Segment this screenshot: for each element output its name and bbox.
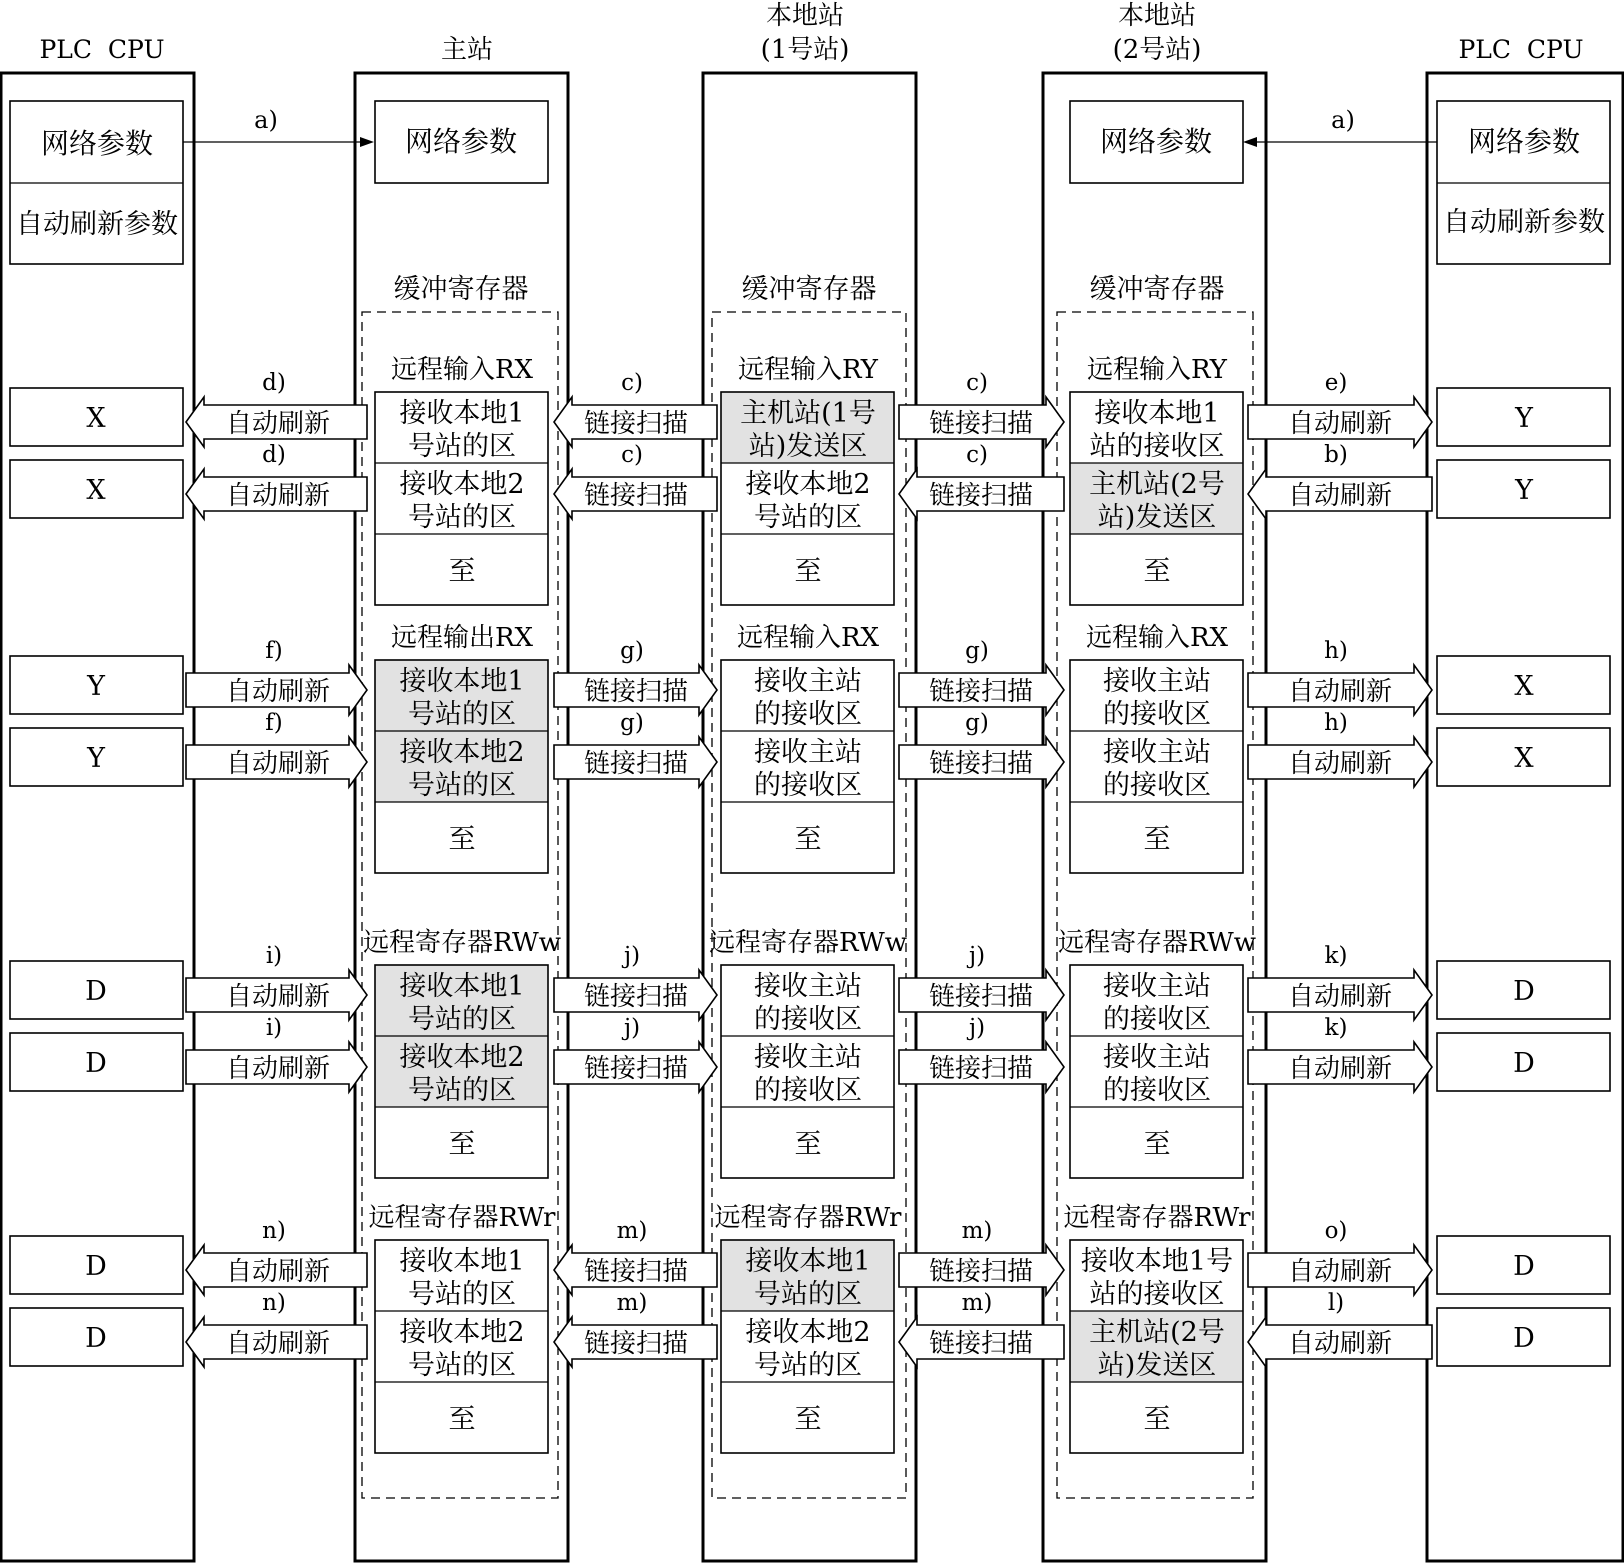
ry-rx-left-device-label-1: Y (87, 671, 105, 702)
right-params-box (1437, 101, 1610, 264)
rww-mid2-arrow-1 (899, 943, 1064, 1020)
rx-ry-local1-row1-line2: 站)发送区 (748, 431, 868, 462)
header-plc-left: PLC CPU (39, 35, 165, 64)
rwr-right-device-1 (1437, 1236, 1610, 1294)
rwr-mid1-arrow-1 (554, 1218, 717, 1295)
ry-rx-left-arrow-2 (186, 710, 367, 787)
local1-buffer-title: 缓冲寄存器 (741, 274, 877, 305)
rwr-left-device-2 (10, 1308, 183, 1366)
rww-local2-to: 至 (1143, 1129, 1171, 1160)
rww-mid2-arrow-label-2: 链接扫描 (928, 1054, 1034, 1084)
rwr-right-arrow-label-2: 自动刷新 (1287, 1329, 1393, 1359)
rx-ry-left-arrow-label-1: 自动刷新 (225, 409, 331, 439)
rx-ry-local1-to: 至 (794, 556, 822, 587)
ry-rx-right-arrow-letter-2: h) (1324, 710, 1348, 736)
rx-ry-mid2-arrow-2 (899, 442, 1064, 519)
rwr-right-arrow-letter-2: l) (1327, 1290, 1345, 1316)
rww-left-device-label-1: D (85, 976, 107, 1007)
rww-left-arrow-1 (186, 943, 367, 1020)
rww-local1-row2-line1: 接收主站 (754, 1042, 862, 1073)
rx-ry-left-device-2 (10, 460, 183, 518)
ry-rx-title-master: 远程输出RX (390, 623, 534, 653)
rww-master-to: 至 (448, 1129, 476, 1160)
rx-ry-master-row1-line2: 号站的区 (408, 431, 516, 462)
ry-rx-local1-row1-line1: 接收主站 (754, 666, 862, 697)
rx-ry-local2-row2-line1: 主机站(2号 (1089, 469, 1225, 500)
ry-rx-mid2-arrow-letter-1: g) (965, 638, 989, 664)
rww-title-local1: 远程寄存器RWw (709, 928, 907, 958)
ry-rx-right-device-2 (1437, 728, 1610, 786)
rww-local1-row2-line2: 的接收区 (754, 1075, 862, 1106)
rwr-local1-row2-line2: 号站的区 (754, 1350, 862, 1381)
rwr-mid2-arrow-letter-1: m) (961, 1218, 993, 1244)
ry-rx-right-arrow-letter-1: h) (1324, 638, 1348, 664)
rwr-mid1-arrow-2 (554, 1290, 717, 1367)
rx-ry-left-device-label-2: X (86, 475, 106, 506)
ry-rx-mid1-arrow-letter-2: g) (620, 710, 644, 736)
rww-title-local2: 远程寄存器RWw (1058, 928, 1256, 958)
rwr-mid1-arrow-letter-2: m) (616, 1290, 648, 1316)
rwr-mid1-arrow-letter-1: m) (616, 1218, 648, 1244)
rx-ry-mid1-arrow-label-1: 链接扫描 (583, 409, 689, 439)
rww-master-row1-line1: 接收本地1 (399, 971, 525, 1002)
rx-ry-mid1-arrow-label-2: 链接扫描 (583, 481, 689, 511)
ry-rx-master-row1-line2: 号站的区 (408, 699, 516, 730)
rwr-mid2-arrow-letter-2: m) (961, 1290, 993, 1316)
rx-ry-local2-row2-line2: 站)发送区 (1097, 502, 1217, 533)
ry-rx-left-arrow-label-2: 自动刷新 (225, 749, 331, 779)
rx-ry-local2-row1-line2: 站的接收区 (1089, 431, 1225, 462)
rwr-right-arrow-label-1: 自动刷新 (1287, 1257, 1393, 1287)
ry-rx-local1-row2-line1: 接收主站 (754, 737, 862, 768)
rx-ry-mid2-arrow-1 (899, 370, 1064, 447)
rx-ry-left-arrow-label-2: 自动刷新 (225, 481, 331, 511)
rwr-left-device-label-1: D (85, 1251, 107, 1282)
rx-ry-right-arrow-label-2: 自动刷新 (1287, 481, 1393, 511)
ry-rx-mid1-arrow-label-2: 链接扫描 (583, 749, 689, 779)
ry-rx-mid2-arrow-letter-2: g) (965, 710, 989, 736)
rwr-local2-row2-line2: 站)发送区 (1097, 1350, 1217, 1381)
rwr-local2-to: 至 (1143, 1404, 1171, 1435)
rww-left-arrow-label-2: 自动刷新 (225, 1054, 331, 1084)
rww-mid1-arrow-label-2: 链接扫描 (583, 1054, 689, 1084)
rx-ry-title-master: 远程输入RX (390, 355, 534, 385)
rwr-mid2-arrow-1 (899, 1218, 1064, 1295)
ry-rx-local1-row2-line2: 的接收区 (754, 770, 862, 801)
rx-ry-local2-to: 至 (1143, 556, 1171, 587)
ry-rx-mid1-arrow-2 (554, 710, 717, 787)
rx-ry-master-row1-line1: 接收本地1 (399, 398, 525, 429)
rx-ry-mid2-arrow-letter-2: c) (966, 442, 988, 468)
rwr-left-arrow-label-2: 自动刷新 (225, 1329, 331, 1359)
ry-rx-local2-row2-line2: 的接收区 (1103, 770, 1211, 801)
rx-ry-right-device-label-2: Y (1515, 475, 1533, 506)
ry-rx-title-local1: 远程输入RX (736, 623, 880, 653)
rx-ry-right-arrow-1 (1248, 370, 1432, 447)
rww-master-row1-line2: 号站的区 (408, 1004, 516, 1035)
rww-local2-row1-line1: 接收主站 (1103, 971, 1211, 1002)
rwr-local2-row1-line1: 接收本地1号 (1080, 1246, 1234, 1277)
right-auto-refresh-params: 自动刷新参数 (1443, 207, 1605, 238)
rww-right-arrow-label-2: 自动刷新 (1287, 1054, 1393, 1084)
ry-rx-left-arrow-label-1: 自动刷新 (225, 677, 331, 707)
ry-rx-mid2-arrow-1 (899, 638, 1064, 715)
ry-rx-mid1-arrow-label-1: 链接扫描 (583, 677, 689, 707)
rx-ry-left-arrow-letter-1: d) (262, 370, 286, 396)
rx-ry-local2-row1-line1: 接收本地1 (1094, 398, 1220, 429)
ry-rx-left-arrow-letter-2: f) (265, 710, 283, 736)
ry-rx-right-device-label-1: X (1514, 671, 1534, 702)
rww-right-arrow-2 (1248, 1015, 1432, 1092)
rwr-master-to: 至 (448, 1404, 476, 1435)
rx-ry-mid1-arrow-letter-2: c) (621, 442, 643, 468)
rwr-mid1-arrow-label-2: 链接扫描 (583, 1329, 689, 1359)
header-plc-right: PLC CPU (1458, 35, 1584, 64)
rwr-local2-row1-line2: 站的接收区 (1089, 1279, 1225, 1310)
rwr-mid2-arrow-label-2: 链接扫描 (928, 1329, 1034, 1359)
rwr-master-row2-line1: 接收本地2 (399, 1317, 525, 1348)
ry-rx-mid2-arrow-2 (899, 710, 1064, 787)
ry-rx-right-device-1 (1437, 656, 1610, 714)
ry-rx-local1-to: 至 (794, 824, 822, 855)
rww-left-device-label-2: D (85, 1048, 107, 1079)
rww-right-arrow-1 (1248, 943, 1432, 1020)
rww-local2-row2-line1: 接收主站 (1103, 1042, 1211, 1073)
header-local1-line2: (1号站) (760, 35, 850, 65)
ry-rx-mid1-arrow-1 (554, 638, 717, 715)
rww-right-device-label-1: D (1513, 976, 1535, 1007)
left-network-params: 网络参数 (40, 127, 154, 160)
ry-rx-local2-to: 至 (1143, 824, 1171, 855)
rww-local2-row2-line2: 的接收区 (1103, 1075, 1211, 1106)
rwr-left-device-1 (10, 1236, 183, 1294)
right-network-params: 网络参数 (1467, 125, 1581, 158)
rww-left-arrow-letter-1: i) (265, 943, 283, 969)
local2-network-params: 网络参数 (1099, 125, 1213, 158)
rwr-mid2-arrow-label-1: 链接扫描 (928, 1257, 1034, 1287)
rww-mid1-arrow-letter-1: j) (623, 943, 641, 969)
ry-rx-right-arrow-label-1: 自动刷新 (1287, 677, 1393, 707)
rx-ry-title-local1: 远程输入RY (738, 355, 878, 385)
rwr-left-arrow-letter-2: n) (262, 1290, 286, 1316)
left-auto-refresh-params: 自动刷新参数 (16, 209, 178, 240)
ry-rx-mid1-arrow-letter-1: g) (620, 638, 644, 664)
rwr-right-device-2 (1437, 1308, 1610, 1366)
param-arrow-right (1243, 106, 1437, 147)
rwr-mid2-arrow-2 (899, 1290, 1064, 1367)
param-arrow-left-label: a) (254, 106, 278, 134)
rx-ry-right-device-1 (1437, 388, 1610, 446)
rww-right-device-2 (1437, 1033, 1610, 1091)
rww-right-arrow-label-1: 自动刷新 (1287, 982, 1393, 1012)
rww-mid2-arrow-label-1: 链接扫描 (928, 982, 1034, 1012)
rwr-master-row1-line2: 号站的区 (408, 1279, 516, 1310)
header-local1-line1: 本地站 (765, 1, 845, 31)
master-network-params-box (375, 101, 548, 183)
rx-ry-left-device-label-1: X (86, 403, 106, 434)
local2-buffer-title: 缓冲寄存器 (1089, 274, 1225, 305)
rwr-title-local1: 远程寄存器RWr (714, 1203, 902, 1233)
param-arrow-right-label: a) (1331, 106, 1355, 134)
rww-local1-to: 至 (794, 1129, 822, 1160)
rwr-local1-row1-line2: 号站的区 (754, 1279, 862, 1310)
rx-ry-right-device-label-1: Y (1515, 403, 1533, 434)
rx-ry-mid2-arrow-label-2: 链接扫描 (928, 481, 1034, 511)
rww-mid1-arrow-2 (554, 1015, 717, 1092)
rwr-right-arrow-1 (1248, 1218, 1432, 1295)
rww-mid1-arrow-letter-2: j) (623, 1015, 641, 1041)
section-ry-rx (10, 623, 1610, 873)
rww-mid2-arrow-letter-2: j) (968, 1015, 986, 1041)
ry-rx-title-local2: 远程输入RX (1085, 623, 1229, 653)
rx-ry-left-device-1 (10, 388, 183, 446)
rww-mid2-arrow-2 (899, 1015, 1064, 1092)
rx-ry-left-arrow-letter-2: d) (262, 442, 286, 468)
rwr-master-row2-line2: 号站的区 (408, 1350, 516, 1381)
rx-ry-title-local2: 远程输入RY (1087, 355, 1227, 385)
rwr-left-device-label-2: D (85, 1323, 107, 1354)
rwr-right-arrow-2 (1248, 1290, 1432, 1367)
rx-ry-right-arrow-2 (1248, 442, 1432, 519)
rx-ry-master-row2-line2: 号站的区 (408, 502, 516, 533)
ry-rx-right-arrow-label-2: 自动刷新 (1287, 749, 1393, 779)
rx-ry-master-row2-line1: 接收本地2 (399, 469, 525, 500)
rww-local2-row1-line2: 的接收区 (1103, 1004, 1211, 1035)
rx-ry-local1-row2-line2: 号站的区 (754, 502, 862, 533)
ry-rx-local2-row1-line1: 接收主站 (1103, 666, 1211, 697)
ry-rx-left-arrow-1 (186, 638, 367, 715)
rwr-master-row1-line1: 接收本地1 (399, 1246, 525, 1277)
local2-network-params-box (1070, 101, 1243, 183)
ry-rx-master-row2-line1: 接收本地2 (399, 737, 525, 768)
rww-mid1-arrow-label-1: 链接扫描 (583, 982, 689, 1012)
left-params-box (10, 101, 183, 264)
ry-rx-local2-row2-line1: 接收主站 (1103, 737, 1211, 768)
ry-rx-left-device-1 (10, 656, 183, 714)
ry-rx-master-row1-line1: 接收本地1 (399, 666, 525, 697)
rx-ry-local1-row2-line1: 接收本地2 (745, 469, 871, 500)
rwr-left-arrow-1 (186, 1218, 367, 1295)
master-network-params: 网络参数 (404, 125, 518, 158)
rww-left-arrow-letter-2: i) (265, 1015, 283, 1041)
section-rx-ry (10, 355, 1610, 605)
section-rww (10, 928, 1610, 1178)
rww-title-master: 远程寄存器RWw (363, 928, 561, 958)
rww-right-arrow-letter-1: k) (1324, 943, 1348, 969)
rwr-local2-row2-line1: 主机站(2号 (1089, 1317, 1225, 1348)
rwr-title-local2: 远程寄存器RWr (1063, 1203, 1251, 1233)
rwr-left-arrow-2 (186, 1290, 367, 1367)
header-local2-line1: 本地站 (1117, 1, 1197, 31)
ry-rx-right-arrow-2 (1248, 710, 1432, 787)
rx-ry-left-arrow-1 (186, 370, 367, 447)
rww-master-row2-line2: 号站的区 (408, 1075, 516, 1106)
rwr-left-arrow-label-1: 自动刷新 (225, 1257, 331, 1287)
rx-ry-mid2-arrow-label-1: 链接扫描 (928, 409, 1034, 439)
rx-ry-mid1-arrow-letter-1: c) (621, 370, 643, 396)
header-local2-line2: (2号站) (1112, 35, 1202, 65)
ry-rx-left-arrow-letter-1: f) (265, 638, 283, 664)
section-rwr (10, 1203, 1610, 1453)
ry-rx-right-device-label-2: X (1514, 743, 1534, 774)
master-buffer-title: 缓冲寄存器 (393, 274, 529, 305)
ry-rx-mid2-arrow-label-2: 链接扫描 (928, 749, 1034, 779)
ry-rx-local2-row1-line2: 的接收区 (1103, 699, 1211, 730)
rx-ry-mid2-arrow-letter-1: c) (966, 370, 988, 396)
rww-master-row2-line1: 接收本地2 (399, 1042, 525, 1073)
rwr-local1-row2-line1: 接收本地2 (745, 1317, 871, 1348)
ry-rx-local1-row1-line2: 的接收区 (754, 699, 862, 730)
ry-rx-left-device-2 (10, 728, 183, 786)
ry-rx-mid2-arrow-label-1: 链接扫描 (928, 677, 1034, 707)
rx-ry-local1-row1-line1: 主机站(1号 (740, 398, 876, 429)
rx-ry-right-arrow-letter-1: e) (1324, 370, 1348, 396)
rww-right-arrow-letter-2: k) (1324, 1015, 1348, 1041)
rww-left-device-2 (10, 1033, 183, 1091)
rwr-right-arrow-letter-1: o) (1324, 1218, 1348, 1244)
ry-rx-left-device-label-2: Y (87, 743, 105, 774)
rww-mid2-arrow-letter-1: j) (968, 943, 986, 969)
rww-right-device-1 (1437, 961, 1610, 1019)
rwr-title-master: 远程寄存器RWr (368, 1203, 556, 1233)
param-arrow-left (183, 106, 374, 147)
ry-rx-master-to: 至 (448, 824, 476, 855)
rww-left-arrow-label-1: 自动刷新 (225, 982, 331, 1012)
rwr-local1-row1-line1: 接收本地1 (745, 1246, 871, 1277)
rww-right-device-label-2: D (1513, 1048, 1535, 1079)
rx-ry-left-arrow-2 (186, 442, 367, 519)
rwr-mid1-arrow-label-1: 链接扫描 (583, 1257, 689, 1287)
ry-rx-master-row2-line2: 号站的区 (408, 770, 516, 801)
rww-mid1-arrow-1 (554, 943, 717, 1020)
ry-rx-right-arrow-1 (1248, 638, 1432, 715)
rww-left-device-1 (10, 961, 183, 1019)
rx-ry-mid1-arrow-1 (554, 370, 717, 447)
rwr-right-device-label-2: D (1513, 1323, 1535, 1354)
rwr-local1-to: 至 (794, 1404, 822, 1435)
rww-local1-row1-line1: 接收主站 (754, 971, 862, 1002)
rww-left-arrow-2 (186, 1015, 367, 1092)
rww-local1-row1-line2: 的接收区 (754, 1004, 862, 1035)
rx-ry-right-arrow-label-1: 自动刷新 (1287, 409, 1393, 439)
rx-ry-right-arrow-letter-2: b) (1324, 442, 1348, 468)
rwr-left-arrow-letter-1: n) (262, 1218, 286, 1244)
rx-ry-master-to: 至 (448, 556, 476, 587)
rx-ry-mid1-arrow-2 (554, 442, 717, 519)
rwr-right-device-label-1: D (1513, 1251, 1535, 1282)
rx-ry-right-device-2 (1437, 460, 1610, 518)
header-master: 主站 (440, 35, 494, 65)
